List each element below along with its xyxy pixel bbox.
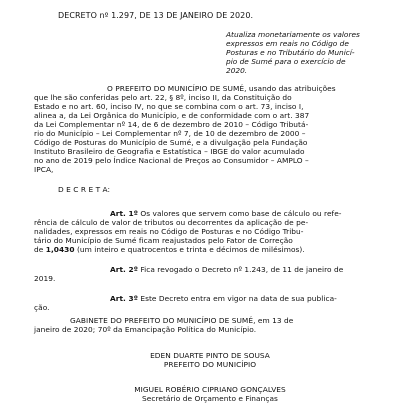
preamble-line-4: alinea a, da Lei Orgânica do Município, e de conformidade com o art. 387 — [34, 111, 310, 120]
secretary-name: MIGUEL ROBÉRIO CIPRIANO GONÇALVES — [134, 385, 286, 394]
art2-text-1: Fica revogado o Decreto nº 1.243, de 11 de janeiro de — [137, 265, 344, 274]
art1-line-1 — [110, 209, 420, 218]
decreta-heading: D E C R E T A: — [58, 185, 111, 194]
preamble-line-6: rio do Município – Lei Complementar nº 7, de 10 de dezembro de 2000 – — [34, 129, 306, 138]
art1-factor-suffix: (um inteiro e quatrocentos e trinta e décimos de milésimos). — [74, 245, 305, 254]
art1-line-3: nalidades, expressos em reais no Código de Posturas e no Código Tribu- — [34, 227, 304, 236]
gabinete-line-1: GABINETE DO PREFEITO DO MUNICÍPIO DE SUMÉ, em 13 de — [70, 316, 294, 325]
preamble-line-1: O PREFEITO DO MUNICÍPIO DE SUMÉ, usando das atribuições — [107, 84, 336, 93]
art1-factor-prefix: de — [34, 245, 46, 254]
preamble-line-8: Instituto Brasileiro de Geografia e Estatística – IBGE do valor acumulado — [34, 147, 305, 156]
art1-text-1: Os valores que servem como base de cálculo ou refe- — [137, 209, 342, 218]
decree-heading: DECRETO nº 1.297, DE 13 DE JANEIRO DE 2020. — [58, 11, 254, 20]
ementa-line-5: 2020. — [226, 66, 248, 75]
ementa-line-3: Posturas e no Tributário do Municí- — [226, 48, 355, 57]
art2-line-1 — [110, 265, 420, 274]
preamble-line-9: no ano de 2019 pelo Índice Nacional de Preços ao Consumidor – AMPLO – — [34, 156, 309, 165]
secretary-title: Secretário de Orçamento e Finanças — [142, 394, 278, 403]
preamble-line-10: IPCA, — [34, 165, 54, 174]
ementa-line-4: pio de Sumé para o exercício de — [226, 57, 346, 66]
mayor-name: EDEN DUARTE PINTO DE SOUSA — [150, 351, 270, 360]
ementa-line-1: Atualiza monetariamente os valores — [226, 30, 360, 39]
art1-label: Art. 1º — [110, 209, 138, 218]
art3-text-1: Este Decreto entra em vigor na data de sua publica- — [137, 294, 337, 303]
art1-line-4: tário do Município de Sumé ficam reajustados pelo Fator de Correção — [34, 236, 293, 245]
correction-factor: 1,0430 — [45, 245, 75, 254]
art3-label: Art. 3º — [110, 294, 138, 303]
gabinete-line-2: janeiro de 2020; 70º da Emancipação Política do Município. — [34, 325, 257, 334]
mayor-title: PREFEITO DO MUNICÍPIO — [163, 360, 257, 369]
art2-label: Art. 2º — [110, 265, 138, 274]
preamble-line-3: Estado e no art. 60, inciso IV, no que se combina com o art. 73, inciso I, — [34, 102, 304, 111]
art1-line-2: rência de cálculo de valor de tributos ou decorrentes da aplicação de pe- — [34, 218, 309, 227]
art2-line-2: 2019. — [34, 274, 56, 283]
art3-line-2: ção. — [34, 303, 50, 312]
preamble-line-5: da Lei Complementar nº 14, de 6 de dezembro de 2010 – Código Tributá- — [34, 120, 309, 129]
preamble-line-7: Código de Posturas do Município de Sumé, e a divulgação pela Fundação — [34, 138, 308, 147]
ementa-line-2: expressos em reais no Código de — [226, 39, 349, 48]
art1-line-5 — [34, 245, 404, 254]
preamble-line-2: que lhe são conferidas pelo art. 22, § 8º, inciso II, da Constituição do — [34, 93, 292, 102]
art3-line-1 — [110, 294, 420, 303]
